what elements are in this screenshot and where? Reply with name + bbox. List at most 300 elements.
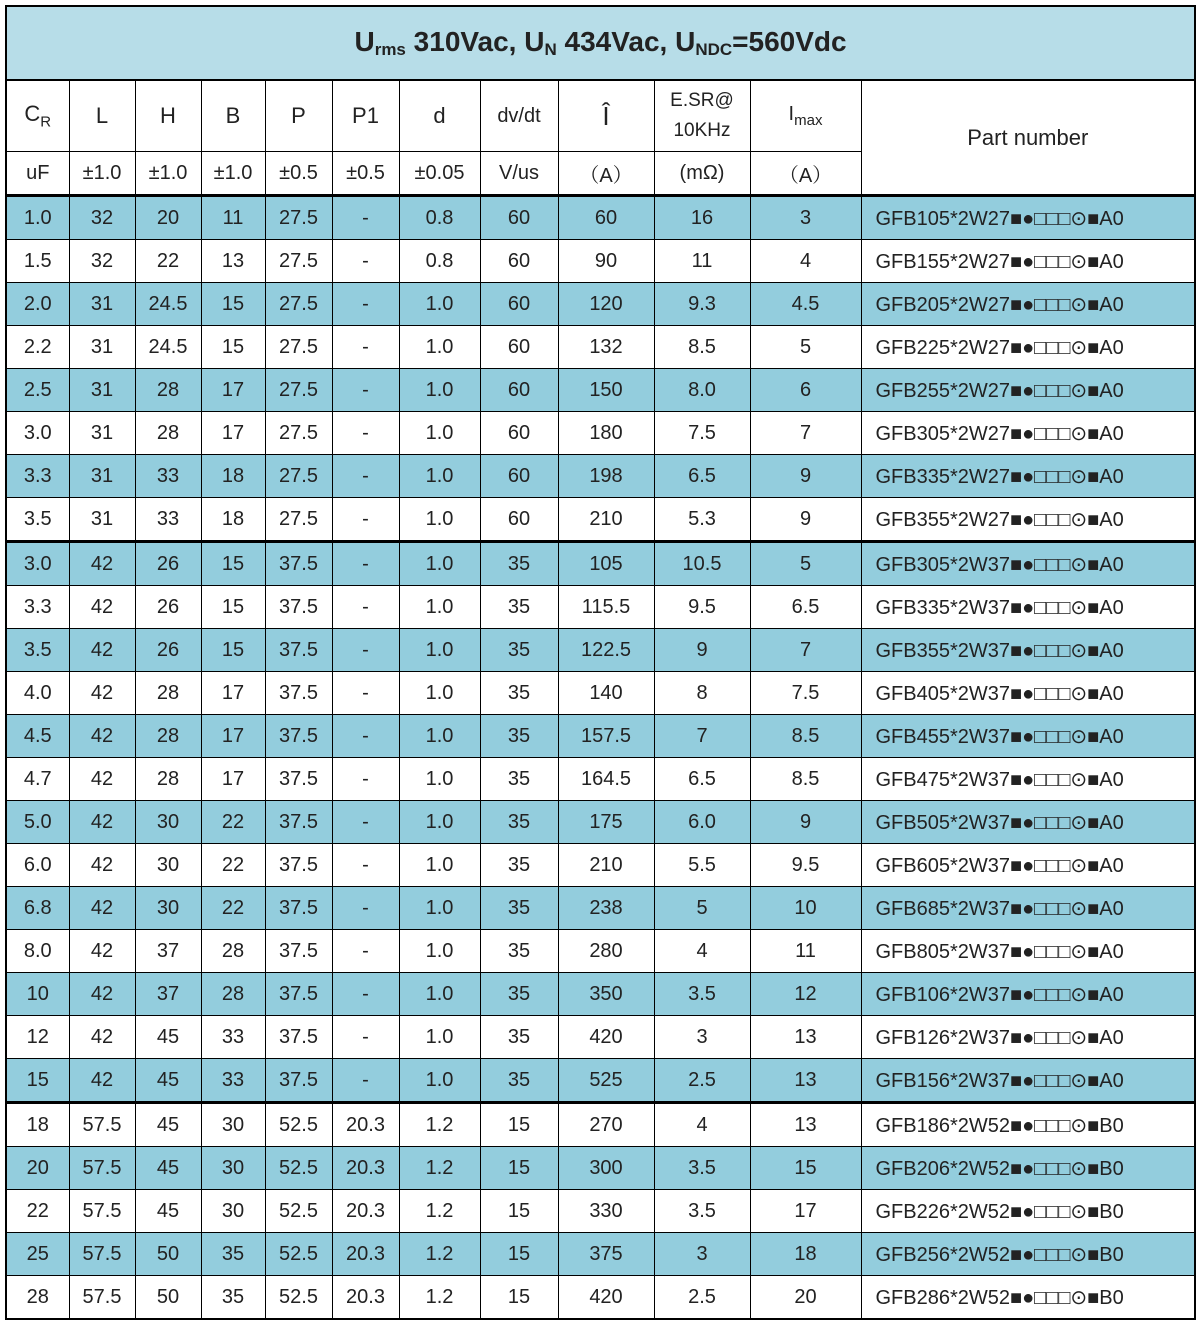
- cell-p1: -: [332, 369, 399, 412]
- cell-p: 37.5: [265, 672, 332, 715]
- cell-part-number: GFB305*2W37■●□□□⊙■A0: [861, 542, 1195, 586]
- cell-imax: 18: [750, 1233, 861, 1276]
- cell-esr: 5: [654, 887, 750, 930]
- cell-dvdt: 35: [480, 1016, 558, 1059]
- cell-h: 20: [135, 196, 201, 240]
- cell-d: 1.0: [399, 326, 480, 369]
- table-row: [6, 758, 1195, 801]
- cell-dvdt: 15: [480, 1233, 558, 1276]
- cell-imax: 9: [750, 801, 861, 844]
- cell-cr: 3.5: [6, 498, 69, 542]
- cell-imax: 10: [750, 887, 861, 930]
- cell-p: 52.5: [265, 1233, 332, 1276]
- cell-p1: -: [332, 887, 399, 930]
- cell-cr: 3.0: [6, 412, 69, 455]
- header-cr: $C_R$: [6, 80, 69, 152]
- cell-b: 30: [201, 1190, 265, 1233]
- cell-b: 33: [201, 1059, 265, 1103]
- cell-ipeak: 132: [558, 326, 654, 369]
- cell-imax: 7.5: [750, 672, 861, 715]
- cell-part-number: GFB405*2W37■●□□□⊙■A0: [861, 672, 1195, 715]
- cell-dvdt: 15: [480, 1190, 558, 1233]
- cell-h: 33: [135, 498, 201, 542]
- cell-l: 57.5: [69, 1103, 135, 1147]
- cell-l: 31: [69, 498, 135, 542]
- cell-esr: 3: [654, 1016, 750, 1059]
- cell-ipeak: 157.5: [558, 715, 654, 758]
- header-ipeak: Î: [558, 80, 654, 152]
- cell-dvdt: 60: [480, 283, 558, 326]
- cell-ipeak: 122.5: [558, 629, 654, 672]
- cell-b: 11: [201, 196, 265, 240]
- cell-cr: 6.8: [6, 887, 69, 930]
- cell-l: 42: [69, 715, 135, 758]
- cell-p: 27.5: [265, 369, 332, 412]
- table-row: [6, 973, 1195, 1016]
- cell-part-number: GFB256*2W52■●□□□⊙■B0: [861, 1233, 1195, 1276]
- cell-imax: 5: [750, 542, 861, 586]
- cell-l: 42: [69, 586, 135, 629]
- cell-part-number: GFB475*2W37■●□□□⊙■A0: [861, 758, 1195, 801]
- cell-imax: 4: [750, 240, 861, 283]
- cell-d: 1.0: [399, 930, 480, 973]
- cell-h: 24.5: [135, 326, 201, 369]
- cell-part-number: GFB186*2W52■●□□□⊙■B0: [861, 1103, 1195, 1147]
- cell-h: 37: [135, 930, 201, 973]
- cell-p: 52.5: [265, 1103, 332, 1147]
- table-row: [6, 887, 1195, 930]
- unit-imax: （A）: [750, 152, 861, 196]
- cell-dvdt: 35: [480, 672, 558, 715]
- header-dvdt: dv/dt: [480, 80, 558, 152]
- cell-part-number: GFB286*2W52■●□□□⊙■B0: [861, 1276, 1195, 1320]
- table-row: [6, 1016, 1195, 1059]
- cell-p1: -: [332, 196, 399, 240]
- cell-d: 1.0: [399, 498, 480, 542]
- cell-cr: 3.5: [6, 629, 69, 672]
- cell-part-number: GFB505*2W37■●□□□⊙■A0: [861, 801, 1195, 844]
- cell-p1: -: [332, 542, 399, 586]
- cell-p: 37.5: [265, 930, 332, 973]
- cell-d: 1.0: [399, 283, 480, 326]
- table-body: [6, 196, 1195, 1320]
- cell-dvdt: 60: [480, 326, 558, 369]
- table-row: [6, 672, 1195, 715]
- cell-p1: -: [332, 586, 399, 629]
- cell-p1: -: [332, 240, 399, 283]
- cell-cr: 15: [6, 1059, 69, 1103]
- cell-ipeak: 330: [558, 1190, 654, 1233]
- cell-dvdt: 35: [480, 887, 558, 930]
- cell-d: 1.0: [399, 369, 480, 412]
- cell-h: 50: [135, 1233, 201, 1276]
- cell-esr: 9.5: [654, 586, 750, 629]
- cell-cr: 4.0: [6, 672, 69, 715]
- cell-esr: 11: [654, 240, 750, 283]
- cell-d: 1.0: [399, 586, 480, 629]
- cell-b: 13: [201, 240, 265, 283]
- table-row: [6, 586, 1195, 629]
- cell-imax: 13: [750, 1016, 861, 1059]
- cell-h: 45: [135, 1016, 201, 1059]
- capacitor-spec-table: [5, 5, 1196, 1320]
- cell-esr: 7.5: [654, 412, 750, 455]
- cell-part-number: GFB106*2W37■●□□□⊙■A0: [861, 973, 1195, 1016]
- cell-ipeak: 198: [558, 455, 654, 498]
- cell-esr: 6.0: [654, 801, 750, 844]
- cell-part-number: GFB335*2W27■●□□□⊙■A0: [861, 455, 1195, 498]
- cell-esr: 9: [654, 629, 750, 672]
- cell-esr: 16: [654, 196, 750, 240]
- table-row: [6, 801, 1195, 844]
- cell-d: 0.8: [399, 240, 480, 283]
- cell-part-number: GFB605*2W37■●□□□⊙■A0: [861, 844, 1195, 887]
- cell-d: 1.2: [399, 1103, 480, 1147]
- cell-b: 35: [201, 1233, 265, 1276]
- cell-l: 57.5: [69, 1190, 135, 1233]
- cell-cr: 1.0: [6, 196, 69, 240]
- cell-d: 1.0: [399, 973, 480, 1016]
- cell-l: 31: [69, 326, 135, 369]
- cell-p1: -: [332, 326, 399, 369]
- cell-ipeak: 525: [558, 1059, 654, 1103]
- cell-b: 18: [201, 498, 265, 542]
- cell-cr: 12: [6, 1016, 69, 1059]
- cell-ipeak: 175: [558, 801, 654, 844]
- header-imax: $I_{max}$: [750, 80, 861, 152]
- cell-p: 37.5: [265, 1016, 332, 1059]
- cell-h: 26: [135, 542, 201, 586]
- spec-table-container: [5, 5, 1195, 1320]
- cell-h: 30: [135, 844, 201, 887]
- cell-ipeak: 140: [558, 672, 654, 715]
- cell-ipeak: 270: [558, 1103, 654, 1147]
- unit-b: ±1.0: [201, 152, 265, 196]
- cell-p: 27.5: [265, 240, 332, 283]
- cell-cr: 2.5: [6, 369, 69, 412]
- cell-l: 42: [69, 542, 135, 586]
- table-row: [6, 1233, 1195, 1276]
- cell-esr: 8: [654, 672, 750, 715]
- cell-imax: 6.5: [750, 586, 861, 629]
- cell-b: 15: [201, 326, 265, 369]
- cell-b: 15: [201, 629, 265, 672]
- cell-cr: 6.0: [6, 844, 69, 887]
- cell-d: 0.8: [399, 196, 480, 240]
- cell-cr: 25: [6, 1233, 69, 1276]
- header-d: d: [399, 80, 480, 152]
- cell-cr: 5.0: [6, 801, 69, 844]
- table-title: $U_{rms}$ 310Vac, $U_N$ 434Vac, $U_{NDC}=560Vdc$: [6, 6, 1195, 80]
- cell-p: 27.5: [265, 455, 332, 498]
- table-row: [6, 629, 1195, 672]
- cell-l: 42: [69, 758, 135, 801]
- cell-b: 22: [201, 887, 265, 930]
- unit-esr: (mΩ): [654, 152, 750, 196]
- header-p1: P1: [332, 80, 399, 152]
- cell-p1: -: [332, 758, 399, 801]
- cell-ipeak: 90: [558, 240, 654, 283]
- cell-l: 42: [69, 1059, 135, 1103]
- cell-dvdt: 60: [480, 196, 558, 240]
- cell-b: 22: [201, 801, 265, 844]
- cell-imax: 13: [750, 1059, 861, 1103]
- unit-p: ±0.5: [265, 152, 332, 196]
- cell-p: 37.5: [265, 801, 332, 844]
- cell-b: 28: [201, 930, 265, 973]
- cell-l: 42: [69, 844, 135, 887]
- cell-part-number: GFB155*2W27■●□□□⊙■A0: [861, 240, 1195, 283]
- cell-imax: 12: [750, 973, 861, 1016]
- cell-d: 1.0: [399, 1016, 480, 1059]
- cell-p1: -: [332, 672, 399, 715]
- unit-ipeak: （A）: [558, 152, 654, 196]
- cell-esr: 5.3: [654, 498, 750, 542]
- cell-dvdt: 60: [480, 498, 558, 542]
- cell-cr: 18: [6, 1103, 69, 1147]
- cell-d: 1.2: [399, 1233, 480, 1276]
- cell-p: 37.5: [265, 586, 332, 629]
- cell-esr: 6.5: [654, 758, 750, 801]
- cell-d: 1.0: [399, 455, 480, 498]
- cell-imax: 13: [750, 1103, 861, 1147]
- cell-l: 42: [69, 672, 135, 715]
- cell-part-number: GFB355*2W27■●□□□⊙■A0: [861, 498, 1195, 542]
- cell-l: 57.5: [69, 1233, 135, 1276]
- cell-esr: 8.5: [654, 326, 750, 369]
- cell-cr: 22: [6, 1190, 69, 1233]
- cell-cr: 2.2: [6, 326, 69, 369]
- cell-cr: 3.0: [6, 542, 69, 586]
- table-row: [6, 1276, 1195, 1320]
- cell-p1: -: [332, 498, 399, 542]
- cell-esr: 2.5: [654, 1059, 750, 1103]
- cell-d: 1.0: [399, 1059, 480, 1103]
- table-row: [6, 412, 1195, 455]
- cell-cr: 8.0: [6, 930, 69, 973]
- cell-imax: 11: [750, 930, 861, 973]
- cell-part-number: GFB156*2W37■●□□□⊙■A0: [861, 1059, 1195, 1103]
- cell-imax: 9: [750, 455, 861, 498]
- cell-ipeak: 180: [558, 412, 654, 455]
- cell-h: 33: [135, 455, 201, 498]
- cell-p: 37.5: [265, 1059, 332, 1103]
- cell-dvdt: 35: [480, 1059, 558, 1103]
- cell-p: 52.5: [265, 1147, 332, 1190]
- unit-d: ±0.05: [399, 152, 480, 196]
- cell-p: 27.5: [265, 412, 332, 455]
- cell-l: 42: [69, 930, 135, 973]
- cell-cr: 28: [6, 1276, 69, 1320]
- cell-part-number: GFB455*2W37■●□□□⊙■A0: [861, 715, 1195, 758]
- cell-p: 27.5: [265, 196, 332, 240]
- cell-esr: 2.5: [654, 1276, 750, 1320]
- cell-ipeak: 350: [558, 973, 654, 1016]
- cell-l: 57.5: [69, 1147, 135, 1190]
- cell-dvdt: 35: [480, 542, 558, 586]
- cell-h: 45: [135, 1190, 201, 1233]
- cell-ipeak: 60: [558, 196, 654, 240]
- cell-d: 1.0: [399, 412, 480, 455]
- cell-cr: 3.3: [6, 455, 69, 498]
- cell-ipeak: 120: [558, 283, 654, 326]
- cell-p1: -: [332, 715, 399, 758]
- cell-b: 33: [201, 1016, 265, 1059]
- table-row: [6, 240, 1195, 283]
- cell-l: 42: [69, 801, 135, 844]
- cell-p: 52.5: [265, 1190, 332, 1233]
- cell-cr: 3.3: [6, 586, 69, 629]
- cell-dvdt: 60: [480, 412, 558, 455]
- cell-ipeak: 280: [558, 930, 654, 973]
- cell-l: 42: [69, 973, 135, 1016]
- cell-b: 35: [201, 1276, 265, 1320]
- cell-b: 17: [201, 672, 265, 715]
- table-row: [6, 283, 1195, 326]
- cell-dvdt: 60: [480, 240, 558, 283]
- cell-h: 26: [135, 586, 201, 629]
- cell-part-number: GFB205*2W27■●□□□⊙■A0: [861, 283, 1195, 326]
- cell-p: 27.5: [265, 283, 332, 326]
- cell-h: 37: [135, 973, 201, 1016]
- cell-h: 22: [135, 240, 201, 283]
- unit-p1: ±0.5: [332, 152, 399, 196]
- cell-esr: 3.5: [654, 1147, 750, 1190]
- cell-l: 32: [69, 196, 135, 240]
- cell-l: 42: [69, 887, 135, 930]
- cell-dvdt: 35: [480, 973, 558, 1016]
- cell-imax: 8.5: [750, 758, 861, 801]
- cell-p1: 20.3: [332, 1276, 399, 1320]
- cell-part-number: GFB206*2W52■●□□□⊙■B0: [861, 1147, 1195, 1190]
- table-row: [6, 930, 1195, 973]
- cell-l: 31: [69, 412, 135, 455]
- cell-l: 31: [69, 369, 135, 412]
- cell-ipeak: 420: [558, 1016, 654, 1059]
- cell-imax: 7: [750, 629, 861, 672]
- cell-b: 22: [201, 844, 265, 887]
- cell-dvdt: 35: [480, 930, 558, 973]
- cell-imax: 9.5: [750, 844, 861, 887]
- cell-part-number: GFB335*2W37■●□□□⊙■A0: [861, 586, 1195, 629]
- cell-ipeak: 238: [558, 887, 654, 930]
- cell-esr: 6.5: [654, 455, 750, 498]
- cell-cr: 4.7: [6, 758, 69, 801]
- cell-p1: -: [332, 283, 399, 326]
- cell-dvdt: 35: [480, 586, 558, 629]
- unit-cr: uF: [6, 152, 69, 196]
- cell-d: 1.0: [399, 887, 480, 930]
- cell-part-number: GFB805*2W37■●□□□⊙■A0: [861, 930, 1195, 973]
- cell-cr: 4.5: [6, 715, 69, 758]
- cell-p1: -: [332, 801, 399, 844]
- cell-p1: -: [332, 844, 399, 887]
- cell-ipeak: 420: [558, 1276, 654, 1320]
- cell-d: 1.0: [399, 758, 480, 801]
- cell-imax: 17: [750, 1190, 861, 1233]
- cell-part-number: GFB305*2W27■●□□□⊙■A0: [861, 412, 1195, 455]
- cell-h: 30: [135, 801, 201, 844]
- cell-esr: 4: [654, 1103, 750, 1147]
- cell-ipeak: 164.5: [558, 758, 654, 801]
- table-row: [6, 1147, 1195, 1190]
- cell-h: 24.5: [135, 283, 201, 326]
- cell-imax: 5: [750, 326, 861, 369]
- cell-imax: 3: [750, 196, 861, 240]
- cell-b: 18: [201, 455, 265, 498]
- cell-d: 1.0: [399, 801, 480, 844]
- cell-ipeak: 210: [558, 498, 654, 542]
- cell-p1: -: [332, 930, 399, 973]
- cell-d: 1.0: [399, 672, 480, 715]
- cell-dvdt: 35: [480, 844, 558, 887]
- cell-dvdt: 15: [480, 1276, 558, 1320]
- table-row: [6, 326, 1195, 369]
- cell-b: 15: [201, 283, 265, 326]
- cell-part-number: GFB126*2W37■●□□□⊙■A0: [861, 1016, 1195, 1059]
- cell-l: 31: [69, 283, 135, 326]
- table-row: [6, 844, 1195, 887]
- cell-l: 57.5: [69, 1276, 135, 1320]
- cell-b: 17: [201, 369, 265, 412]
- cell-part-number: GFB105*2W27■●□□□⊙■A0: [861, 196, 1195, 240]
- cell-p1: 20.3: [332, 1190, 399, 1233]
- cell-h: 45: [135, 1147, 201, 1190]
- cell-esr: 4: [654, 930, 750, 973]
- cell-dvdt: 35: [480, 801, 558, 844]
- cell-d: 1.2: [399, 1276, 480, 1320]
- cell-part-number: GFB255*2W27■●□□□⊙■A0: [861, 369, 1195, 412]
- cell-h: 50: [135, 1276, 201, 1320]
- cell-p: 37.5: [265, 629, 332, 672]
- cell-h: 28: [135, 672, 201, 715]
- cell-p1: -: [332, 1016, 399, 1059]
- cell-imax: 6: [750, 369, 861, 412]
- cell-dvdt: 35: [480, 715, 558, 758]
- cell-p1: -: [332, 455, 399, 498]
- cell-b: 30: [201, 1103, 265, 1147]
- cell-b: 30: [201, 1147, 265, 1190]
- cell-d: 1.0: [399, 715, 480, 758]
- header-l: L: [69, 80, 135, 152]
- unit-l: ±1.0: [69, 152, 135, 196]
- cell-imax: 4.5: [750, 283, 861, 326]
- table-row: [6, 542, 1195, 586]
- cell-cr: 1.5: [6, 240, 69, 283]
- cell-cr: 20: [6, 1147, 69, 1190]
- header-part-number: Part number: [861, 80, 1195, 196]
- cell-p: 52.5: [265, 1276, 332, 1320]
- unit-dvdt: V/us: [480, 152, 558, 196]
- cell-p1: -: [332, 973, 399, 1016]
- cell-p: 37.5: [265, 542, 332, 586]
- cell-d: 1.0: [399, 542, 480, 586]
- cell-ipeak: 115.5: [558, 586, 654, 629]
- cell-h: 30: [135, 887, 201, 930]
- cell-h: 45: [135, 1103, 201, 1147]
- cell-esr: 7: [654, 715, 750, 758]
- cell-dvdt: 15: [480, 1103, 558, 1147]
- table-row: [6, 455, 1195, 498]
- cell-h: 28: [135, 369, 201, 412]
- cell-part-number: GFB225*2W27■●□□□⊙■A0: [861, 326, 1195, 369]
- cell-l: 32: [69, 240, 135, 283]
- cell-imax: 8.5: [750, 715, 861, 758]
- cell-esr: 10.5: [654, 542, 750, 586]
- cell-d: 1.2: [399, 1147, 480, 1190]
- table-row: [6, 715, 1195, 758]
- cell-p: 37.5: [265, 844, 332, 887]
